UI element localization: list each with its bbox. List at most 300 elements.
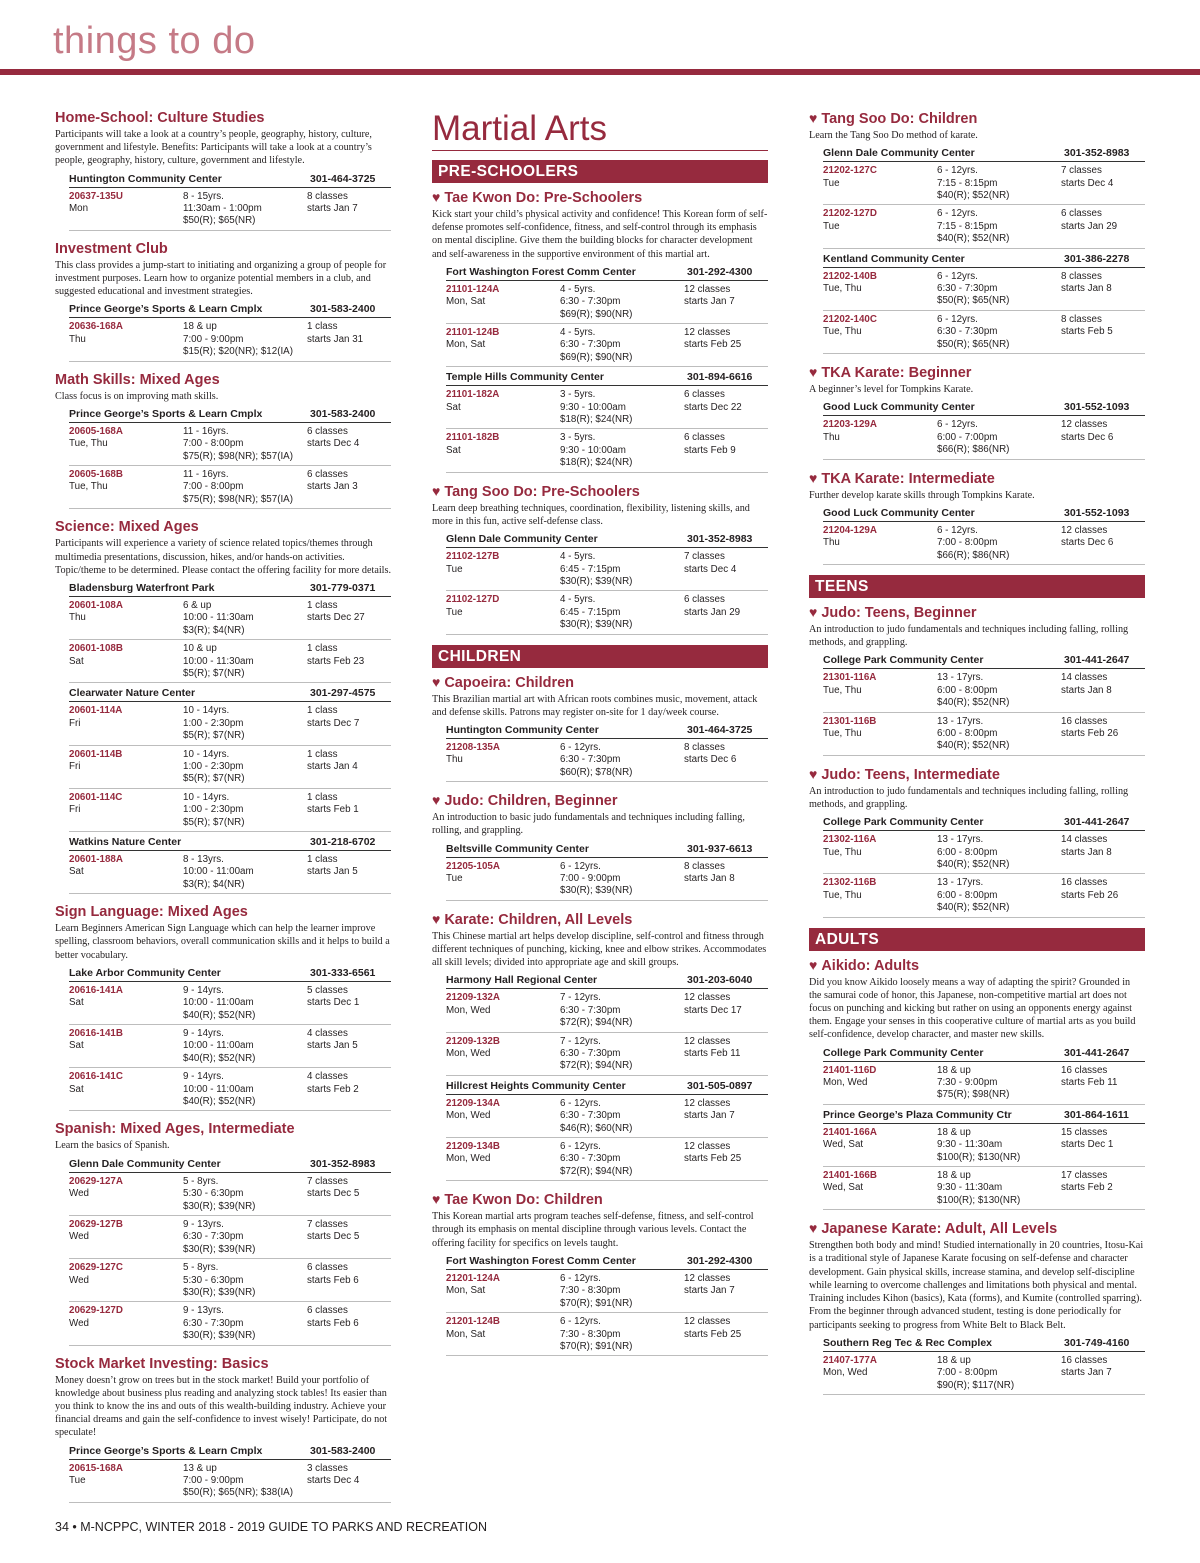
offering-time: 7:30 - 9:00pm — [937, 1077, 998, 1089]
offering-start: starts Feb 6 — [307, 1317, 359, 1329]
offering-time: 6:30 - 7:30pm — [560, 1004, 621, 1016]
offering-ages: 11 - 16yrs. — [183, 425, 229, 437]
offering-ages: 6 - 12yrs. — [560, 1272, 601, 1284]
offering-fee: $5(R); $7(NR) — [183, 773, 245, 785]
location-name: Glenn Dale Community Center — [69, 1157, 221, 1170]
offering-code: 21209-134A — [446, 1097, 500, 1109]
offering-classes: 1 class — [307, 321, 338, 333]
offering-start: starts Jan 4 — [307, 760, 358, 772]
offering-days: Fri — [69, 804, 81, 816]
offering-spacer — [823, 740, 937, 752]
offering-spacer — [69, 1487, 183, 1499]
offering-ages: 6 - 12yrs. — [560, 1097, 601, 1109]
location-phone: 301-292-4300 — [687, 1254, 753, 1267]
offering-start: starts Dec 6 — [1061, 431, 1114, 443]
offering-fee: $90(R); $117(NR) — [937, 1379, 1015, 1391]
course-section — [432, 1191, 768, 1356]
offering-code: 21209-134B — [446, 1141, 500, 1153]
offering-spacer — [69, 879, 183, 891]
offering-spacer — [823, 902, 937, 914]
location-name: Prince George’s Sports & Learn Cmplx — [69, 407, 263, 420]
offering-spacer — [69, 1053, 183, 1065]
offering-start: starts Feb 25 — [684, 1153, 742, 1165]
offering-fee: $40(R); $52(NR) — [183, 1096, 256, 1108]
offering-days: Tue, Thu — [823, 283, 862, 295]
offering-spacer — [446, 457, 560, 469]
offering-spacer — [823, 190, 937, 202]
offering-row — [446, 1095, 768, 1138]
course-section — [432, 792, 768, 901]
offering-start: starts Feb 25 — [684, 1328, 742, 1340]
offering-start: starts Jan 8 — [1061, 846, 1112, 858]
course-section — [809, 364, 1145, 459]
offering-row — [446, 739, 768, 782]
section-heading: Martial Arts — [432, 110, 768, 151]
offering-row — [446, 1138, 768, 1181]
offering-row — [446, 386, 768, 429]
offering-days: Sat — [446, 401, 461, 413]
offering-time: 10:00 - 11:00am — [183, 1083, 254, 1095]
offering-spacer — [823, 550, 937, 562]
offering-ages: 6 - 12yrs. — [560, 741, 601, 753]
offering-spacer — [823, 295, 937, 307]
location-phone: 301-352-8983 — [310, 1157, 376, 1170]
location-phone: 301-441-2647 — [1064, 654, 1130, 667]
offering-fee: $40(R); $52(NR) — [937, 233, 1010, 245]
course-description: Learn the basics of Spanish. — [55, 1140, 170, 1152]
offering-classes: 8 classes — [684, 741, 725, 753]
offering-ages: 18 & up — [183, 321, 217, 333]
course-section — [55, 1121, 391, 1345]
offering-ages: 4 - 5yrs. — [560, 283, 596, 295]
location-header — [69, 965, 391, 982]
course-description: Participants will take a look at a country’s people, geography, history, culture, government and lifestyle. Benefits: Participants will take a look at a country’s people, geography, history, culture, government and lifestyle. — [55, 129, 372, 167]
offering-fee: $50(R); $65(NR) — [937, 295, 1010, 307]
course-title-text: TKA Karate: Intermediate — [821, 470, 995, 487]
offering-ages: 5 - 8yrs. — [183, 1175, 219, 1187]
course-title-text: Math Skills: Mixed Ages — [55, 371, 220, 388]
offering-fee: $72(R); $94(NR) — [560, 1060, 633, 1072]
offering-spacer — [823, 1195, 937, 1207]
course-title — [55, 519, 391, 536]
location-header — [823, 505, 1145, 522]
offering-fee: $40(R); $52(NR) — [937, 902, 1010, 914]
offering-ages: 18 & up — [937, 1064, 971, 1076]
offering-fee: $3(R); $4(NR) — [183, 624, 245, 636]
course-section — [809, 604, 1145, 756]
offering-days: Tue — [69, 1474, 86, 1486]
offering-time: 7:00 - 8:00pm — [937, 537, 998, 549]
offering-classes: 8 classes — [1061, 270, 1102, 282]
offering-code: 20601-108B — [69, 643, 123, 655]
offering-code: 20636-168A — [69, 321, 123, 333]
course-description: An introduction to judo fundamentals and techniques including falling, rolling methods, and grappling. — [809, 785, 1129, 810]
course-section — [432, 483, 768, 635]
offering-spacer — [69, 346, 183, 358]
heart-icon: ♥ — [809, 956, 818, 973]
offering-fee: $30(R); $39(NR) — [183, 1330, 256, 1342]
location-header — [69, 301, 391, 318]
offering-days: Tue — [446, 563, 463, 575]
offering-spacer — [446, 1123, 560, 1135]
offering-ages: 6 - 12yrs. — [560, 1316, 601, 1328]
offering-ages: 13 - 17yrs. — [937, 834, 984, 846]
location-phone: 301-583-2400 — [310, 1444, 376, 1457]
offering-row — [69, 466, 391, 509]
offering-spacer — [446, 619, 560, 631]
heart-icon: ♥ — [432, 673, 441, 690]
offering-ages: 10 - 14yrs. — [183, 791, 230, 803]
offering-fee: $69(R); $90(NR) — [560, 308, 633, 320]
course-section — [55, 904, 391, 1111]
offering-days: Tue — [823, 177, 840, 189]
offering-days: Wed — [69, 1317, 89, 1329]
offering-code: 20601-114C — [69, 791, 123, 803]
offering-days: Tue, Thu — [823, 684, 862, 696]
course-title-text: Aikido: Adults — [821, 957, 920, 974]
location-header — [446, 1253, 768, 1270]
course-description: Kick start your child’s physical activity and confidence! This Korean form of self-defense promotes self-confidence, fitness, and self-control through its emphasis on mental discipline. Give them the building blocks for character development and self-awareness in the supportive environment of this martial art. — [432, 209, 768, 260]
offering-row — [823, 831, 1145, 874]
course-description: Further develop karate skills through Tompkins Karate. — [809, 489, 1035, 501]
offering-row — [823, 713, 1145, 756]
offering-code: 21205-105A — [446, 860, 500, 872]
course-section — [809, 1220, 1145, 1395]
offering-start: starts Jan 31 — [307, 333, 364, 345]
course-title-text: Judo: Teens, Intermediate — [821, 766, 1000, 783]
location-name: Temple Hills Community Center — [446, 371, 604, 384]
offering-classes: 8 classes — [1061, 313, 1102, 325]
offering-row — [69, 702, 391, 745]
offering-spacer — [446, 1060, 560, 1072]
offering-time: 6:00 - 8:00pm — [937, 846, 998, 858]
location-header — [446, 1078, 768, 1095]
offering-row — [823, 205, 1145, 248]
offering-start: starts Feb 9 — [684, 444, 736, 456]
course-description: Learn deep breathing techniques, coordination, flexibility, listening skills, and more in this fun, active self-defense class. — [432, 502, 750, 527]
offering-spacer — [446, 1017, 560, 1029]
course-description: An introduction to judo fundamentals and techniques including falling, rolling methods, and grappling. — [809, 623, 1129, 649]
offering-fee: $5(R); $7(NR) — [183, 730, 245, 742]
offering-time: 6:00 - 8:00pm — [937, 684, 998, 696]
location-name: College Park Community Center — [823, 816, 984, 829]
offering-code: 21203-129A — [823, 419, 877, 431]
offering-code: 20616-141B — [69, 1028, 123, 1040]
location-name: Lake Arbor Community Center — [69, 966, 221, 979]
offering-classes: 6 classes — [307, 425, 348, 437]
offering-days: Tue — [446, 606, 463, 618]
offering-row — [69, 1460, 391, 1503]
location-phone: 301-441-2647 — [1064, 1046, 1130, 1059]
offering-code: 21101-182A — [446, 389, 500, 401]
offering-start: starts Jan 5 — [307, 866, 358, 878]
offering-start: starts Dec 22 — [684, 401, 742, 413]
offering-spacer — [823, 233, 937, 245]
offering-spacer — [69, 730, 183, 742]
offering-fee: $66(R); $86(NR) — [937, 549, 1010, 561]
offering-fee: $40(R); $52(NR) — [937, 858, 1010, 870]
offering-spacer — [823, 697, 937, 709]
offering-ages: 7 - 12yrs. — [560, 992, 601, 1004]
course-title-text: Judo: Children, Beginner — [444, 793, 618, 810]
heart-icon: ♥ — [432, 910, 441, 927]
offering-days: Thu — [446, 754, 463, 766]
offering-time: 10:00 - 11:30am — [183, 655, 254, 667]
heart-icon: ♥ — [432, 1191, 441, 1208]
course-title — [55, 904, 391, 921]
course-section — [809, 110, 1145, 354]
offering-spacer — [446, 1298, 560, 1310]
column-1 — [55, 110, 391, 1513]
course-title-text: Japanese Karate: Adult, All Levels — [821, 1221, 1058, 1238]
offering-row — [823, 268, 1145, 311]
offering-classes: 1 class — [307, 854, 338, 865]
offering-days: Sat — [446, 444, 461, 456]
offering-row — [69, 1068, 391, 1111]
offering-time: 6:00 - 7:00pm — [937, 431, 998, 443]
offering-time: 10:00 - 11:00am — [183, 997, 254, 1009]
header-rule — [0, 69, 1200, 75]
course-description: This Brazilian martial art with African roots combines music, movement, attack and defense skills. Patrons may register on-site for 1 day/week course. — [432, 693, 758, 718]
offering-row — [823, 416, 1145, 459]
location-phone: 301-292-4300 — [687, 265, 753, 278]
location-name: Good Luck Community Center — [823, 506, 975, 519]
offering-row — [446, 281, 768, 324]
course-title — [432, 189, 768, 207]
offering-ages: 3 - 5yrs. — [560, 432, 596, 444]
course-title-text: Sign Language: Mixed Ages — [55, 904, 248, 921]
heart-icon: ♥ — [809, 603, 818, 620]
location-header — [823, 251, 1145, 268]
offering-ages: 13 - 17yrs. — [937, 672, 984, 684]
location-header — [446, 972, 768, 989]
offering-start: starts Dec 27 — [307, 612, 365, 624]
course-title — [432, 1191, 768, 1209]
course-title-text: Karate: Children, All Levels — [444, 911, 633, 928]
offering-spacer — [69, 817, 183, 829]
course-description: Class focus is on improving math skills. — [55, 390, 219, 402]
offering-days: Thu — [823, 431, 840, 443]
offering-days: Mon, Wed — [823, 1367, 868, 1379]
offering-fee: $3(R); $4(NR) — [183, 878, 245, 890]
offering-spacer — [69, 1096, 183, 1108]
offering-time: 7:00 - 9:00pm — [560, 872, 621, 884]
offering-spacer — [69, 773, 183, 785]
offering-spacer — [823, 339, 937, 351]
offering-time: 6:30 - 7:30pm — [560, 1153, 621, 1165]
offering-ages: 8 - 15yrs. — [183, 190, 224, 202]
offering-time: 6:30 - 7:30pm — [560, 754, 621, 766]
offering-start: starts Feb 2 — [307, 1083, 359, 1095]
offering-classes: 6 classes — [684, 389, 725, 401]
offering-row — [823, 522, 1145, 565]
offering-ages: 6 - 12yrs. — [937, 270, 978, 282]
course-description: This Korean martial arts program teaches self-defense, fitness, and self-control through its emphasis on mental discipline through various levels. Contact the offering facility for specifics on levels taught. — [432, 1211, 754, 1249]
offering-spacer — [446, 767, 560, 779]
course-title-text: Science: Mixed Ages — [55, 519, 199, 536]
location-header — [823, 145, 1145, 162]
heart-icon: ♥ — [809, 110, 818, 126]
offering-ages: 8 - 13yrs. — [183, 854, 224, 865]
offering-classes: 12 classes — [684, 1097, 731, 1109]
offering-time: 10:00 - 11:30am — [183, 612, 254, 624]
offering-time: 5:30 - 6:30pm — [183, 1274, 244, 1286]
offering-time: 7:15 - 8:15pm — [937, 220, 998, 232]
offering-ages: 18 & up — [937, 1354, 971, 1366]
location-name: Southern Reg Tec & Rec Complex — [823, 1336, 993, 1349]
offering-ages: 7 - 12yrs. — [560, 1035, 601, 1047]
course-title-text: Tang Soo Do: Children — [821, 111, 978, 127]
offering-spacer — [446, 414, 560, 426]
offering-classes: 12 classes — [1061, 524, 1108, 536]
location-name: Prince George’s Sports & Learn Cmplx — [69, 1444, 263, 1457]
course-section — [55, 110, 391, 231]
offering-classes: 4 classes — [307, 1028, 348, 1040]
location-phone: 301-894-6616 — [687, 371, 753, 384]
heart-icon: ♥ — [809, 1220, 818, 1237]
offering-classes: 6 classes — [684, 594, 725, 606]
offering-row — [69, 597, 391, 640]
age-group-band: PRE-SCHOOLERS — [432, 160, 768, 183]
offering-code: 20615-168A — [69, 1462, 123, 1474]
course-title — [809, 957, 1145, 975]
offering-classes: 12 classes — [684, 283, 731, 295]
course-title-text: Home-School: Culture Studies — [55, 110, 265, 126]
offering-time: 6:30 - 7:30pm — [183, 1231, 244, 1243]
offering-time: 9:30 - 11:30am — [937, 1139, 1003, 1151]
location-name: Huntington Community Center — [446, 723, 599, 736]
offering-code: 20616-141A — [69, 984, 123, 996]
offering-start: starts Dec 4 — [684, 563, 737, 575]
location-name: Watkins Nature Center — [69, 836, 182, 848]
course-title — [809, 110, 1145, 128]
course-description: An introduction to basic judo fundamentals and techniques including falling, rolling, and grappling. — [432, 812, 745, 837]
offering-start: starts Jan 3 — [307, 481, 358, 493]
offering-spacer — [823, 444, 937, 456]
offering-fee: $40(R); $52(NR) — [183, 1052, 256, 1064]
offering-row — [69, 1259, 391, 1302]
offering-row — [69, 318, 391, 361]
offering-start: starts Feb 26 — [1061, 727, 1119, 739]
offering-fee: $72(R); $94(NR) — [560, 1165, 633, 1177]
offering-days: Mon, Sat — [446, 1328, 486, 1340]
offering-fee: $50(R); $65(NR); $38(IA) — [183, 1487, 293, 1499]
offering-start: starts Jan 7 — [684, 296, 735, 308]
offering-row — [446, 989, 768, 1032]
offering-classes: 6 classes — [1061, 208, 1102, 220]
offering-fee: $40(R); $52(NR) — [183, 1009, 256, 1021]
offering-row — [446, 548, 768, 591]
offering-code: 21202-127D — [823, 208, 877, 220]
offering-days: Fri — [69, 717, 81, 729]
offering-days: Tue, Thu — [823, 326, 862, 338]
offering-start: starts Feb 11 — [684, 1048, 741, 1060]
offering-spacer — [69, 625, 183, 637]
offering-code: 20601-188A — [69, 854, 123, 865]
offering-code: 20601-108A — [69, 599, 123, 611]
offering-fee: $50(R); $65(NR) — [937, 338, 1010, 350]
offering-code: 21301-116A — [823, 672, 877, 684]
location-phone: 301-779-0371 — [310, 581, 376, 594]
offering-code: 21401-166A — [823, 1126, 877, 1138]
offering-classes: 1 class — [307, 748, 338, 760]
offering-spacer — [69, 1201, 183, 1213]
offering-spacer — [446, 885, 560, 897]
offering-code: 21209-132B — [446, 1035, 500, 1047]
offering-fee: $30(R); $39(NR) — [560, 575, 633, 587]
course-title-text: Tang Soo Do: Pre-Schoolers — [444, 483, 640, 500]
course-section — [432, 674, 768, 783]
location-header — [823, 1335, 1145, 1352]
course-title — [55, 1121, 391, 1138]
offering-spacer — [823, 1089, 937, 1101]
offering-classes: 17 classes — [1061, 1170, 1108, 1182]
offering-time: 6:30 - 7:30pm — [560, 339, 621, 351]
course-title-text: Spanish: Mixed Ages, Intermediate — [55, 1121, 295, 1138]
location-phone: 301-583-2400 — [310, 407, 376, 420]
offering-start: starts Feb 2 — [1061, 1182, 1113, 1194]
offering-time: 10:00 - 11:00am — [183, 866, 254, 878]
offering-time: 6:30 - 7:30pm — [937, 326, 998, 338]
offering-spacer — [823, 1152, 937, 1164]
offering-ages: 9 - 14yrs. — [183, 1028, 224, 1040]
location-phone: 301-203-6040 — [687, 974, 753, 987]
offering-fee: $30(R); $39(NR) — [560, 885, 633, 897]
offering-row — [69, 789, 391, 832]
offering-start: starts Jan 29 — [684, 606, 741, 618]
offering-time: 6:45 - 7:15pm — [560, 606, 621, 618]
offering-days: Wed — [69, 1231, 89, 1243]
location-name: Fort Washington Forest Comm Center — [446, 265, 636, 278]
offering-days: Tue, Thu — [823, 889, 862, 901]
offering-days: Mon, Sat — [446, 339, 486, 351]
offering-code: 20629-127C — [69, 1262, 123, 1274]
offering-spacer — [446, 352, 560, 364]
course-section — [55, 372, 391, 510]
offering-days: Thu — [69, 333, 86, 345]
page-title: things to do — [53, 20, 256, 62]
offering-start: starts Dec 4 — [307, 1474, 360, 1486]
location-phone: 301-552-1093 — [1064, 506, 1130, 519]
offering-time: 1:00 - 2:30pm — [183, 717, 244, 729]
location-phone: 301-352-8983 — [687, 533, 753, 546]
offering-code: 21202-140C — [823, 313, 877, 325]
age-group-band: CHILDREN — [432, 645, 768, 668]
offering-code: 21101-124A — [446, 283, 500, 295]
location-header — [69, 171, 391, 188]
offering-start: starts Feb 26 — [1061, 889, 1119, 901]
offering-days: Mon — [69, 203, 89, 215]
offering-ages: 11 - 16yrs. — [183, 469, 229, 481]
offering-code: 21407-177A — [823, 1354, 877, 1366]
offering-ages: 10 & up — [183, 643, 217, 655]
offering-code: 21301-116B — [823, 715, 877, 727]
offering-fee: $46(R); $60(NR) — [560, 1122, 633, 1134]
offering-days: Sat — [69, 997, 84, 1009]
location-phone: 301-333-6561 — [310, 966, 376, 979]
offering-spacer — [446, 309, 560, 321]
offering-fee: $75(R); $98(NR) — [937, 1089, 1010, 1101]
offering-days: Tue, Thu — [69, 438, 108, 450]
course-title — [55, 110, 391, 127]
offering-classes: 14 classes — [1061, 834, 1108, 846]
offering-spacer — [69, 1287, 183, 1299]
offering-time: 9:30 - 10:00am — [560, 444, 626, 456]
offering-row — [69, 1216, 391, 1259]
offering-start: starts Dec 17 — [684, 1004, 742, 1016]
age-group-band: ADULTS — [809, 928, 1145, 951]
offering-days: Wed, Sat — [823, 1182, 864, 1194]
